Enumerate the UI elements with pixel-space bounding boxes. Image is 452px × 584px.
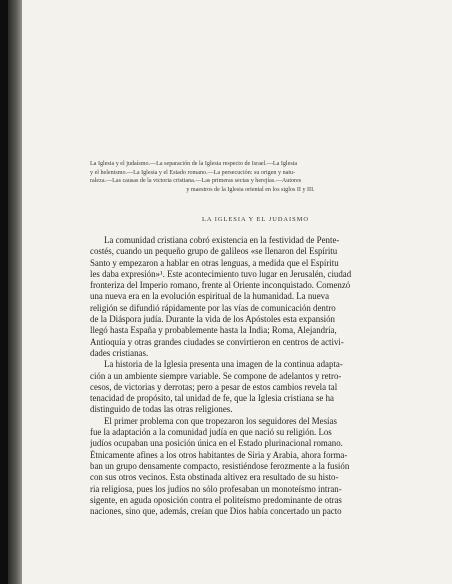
text-line: de la Diáspora judía. Durante la vida de los Apóstoles esta expansión xyxy=(90,314,335,325)
text-line: llegó hasta España y probablemente hasta la India; Roma, Alejandría, xyxy=(90,325,337,336)
text-line: dades cristianas. xyxy=(90,347,149,358)
book-edge xyxy=(0,0,8,584)
text-line: ban un grupo densamente compacto, resistiéndose ferozmente a la fusión xyxy=(90,460,350,471)
page-content xyxy=(90,0,421,584)
summary-line: La Iglesia y el judaísmo.—La separación de la Iglesia respecto de Israel.—La Iglesia xyxy=(90,161,298,167)
text-line: religión se difundió rápidamente por las vías de comunicación dentro xyxy=(90,302,336,313)
text-line: El primer problema con que tropezaron los seguidores del Mesías xyxy=(104,415,337,426)
text-line: Étnicamente afines a los otros habitantes de Siria y Arabia, ahora forma- xyxy=(90,449,348,460)
text-line: cesos, de victorias y derrotas; pero a pesar de estos cambios revela tal xyxy=(90,381,338,392)
chapter-summary xyxy=(90,160,421,194)
text-line: costés, cuando un pequeño grupo de galileos «se llenaron del Espíritu xyxy=(90,246,338,257)
summary-line: y maestros de la Iglesia oriental en los siglos II y III. xyxy=(186,186,315,193)
text-line: Santo y empezaron a hablar en otras lenguas, a medida que el Espíritu xyxy=(90,257,339,268)
text-line: les daba expresión»¹. Este acontecimiento tuvo lugar en Jerusalén, ciudad xyxy=(90,268,352,279)
text-line: La historia de la Iglesia presenta una imagen de la continua adapta- xyxy=(104,359,343,370)
text-line: una nueva era en la evolución espiritual de la humanidad. La nueva xyxy=(90,291,330,302)
book-page xyxy=(22,0,452,584)
body-text xyxy=(90,235,421,517)
text-line: fue la adaptación a la comunidad judía en que nació su religión. Los xyxy=(90,427,332,438)
summary-line: y el helenismo.—La Iglesia y el Estado romano.—La persecución: su origen y natu- xyxy=(90,169,296,176)
text-line: judíos ocupaban una posición única en el Estado plurinacional romano. xyxy=(90,438,343,449)
text-line: con sus otros vecinos. Esta obstinada altivez era resultado de su histo- xyxy=(90,472,339,483)
text-line: fronteriza del Imperio romano, frente al Oriente inconquistado. Comenzó xyxy=(90,280,351,291)
text-line: tenacidad de propósito, tal unidad de fe, que la Iglesia cristiana se ha xyxy=(90,393,334,404)
text-line: sigente, en aguda oposición contra el politeísmo predominante de otras xyxy=(90,494,342,505)
text-line: La comunidad cristiana cobró existencia en la festividad de Pente- xyxy=(104,235,340,245)
summary-line: raleza.—Las causas de la victoria cristiana.—Las primeras sectas y herejías.—Autores xyxy=(90,178,302,185)
text-line: distinguido de todas las otras religiones. xyxy=(90,404,233,415)
text-line: ria religiosa, pues los judíos no sólo profesaban un monoteísmo intran- xyxy=(90,483,342,494)
text-line: ción a un ambiente siempre variable. Se compone de adelantos y retro- xyxy=(90,370,342,381)
section-title: LA IGLESIA Y EL JUDAISMO xyxy=(201,216,310,223)
text-line: naciones, sino que, además, creían que Dios había concertado un pacto xyxy=(90,506,342,517)
text-line: Antioquía y otras grandes ciudades se convirtieron en centros de activi- xyxy=(90,336,344,347)
